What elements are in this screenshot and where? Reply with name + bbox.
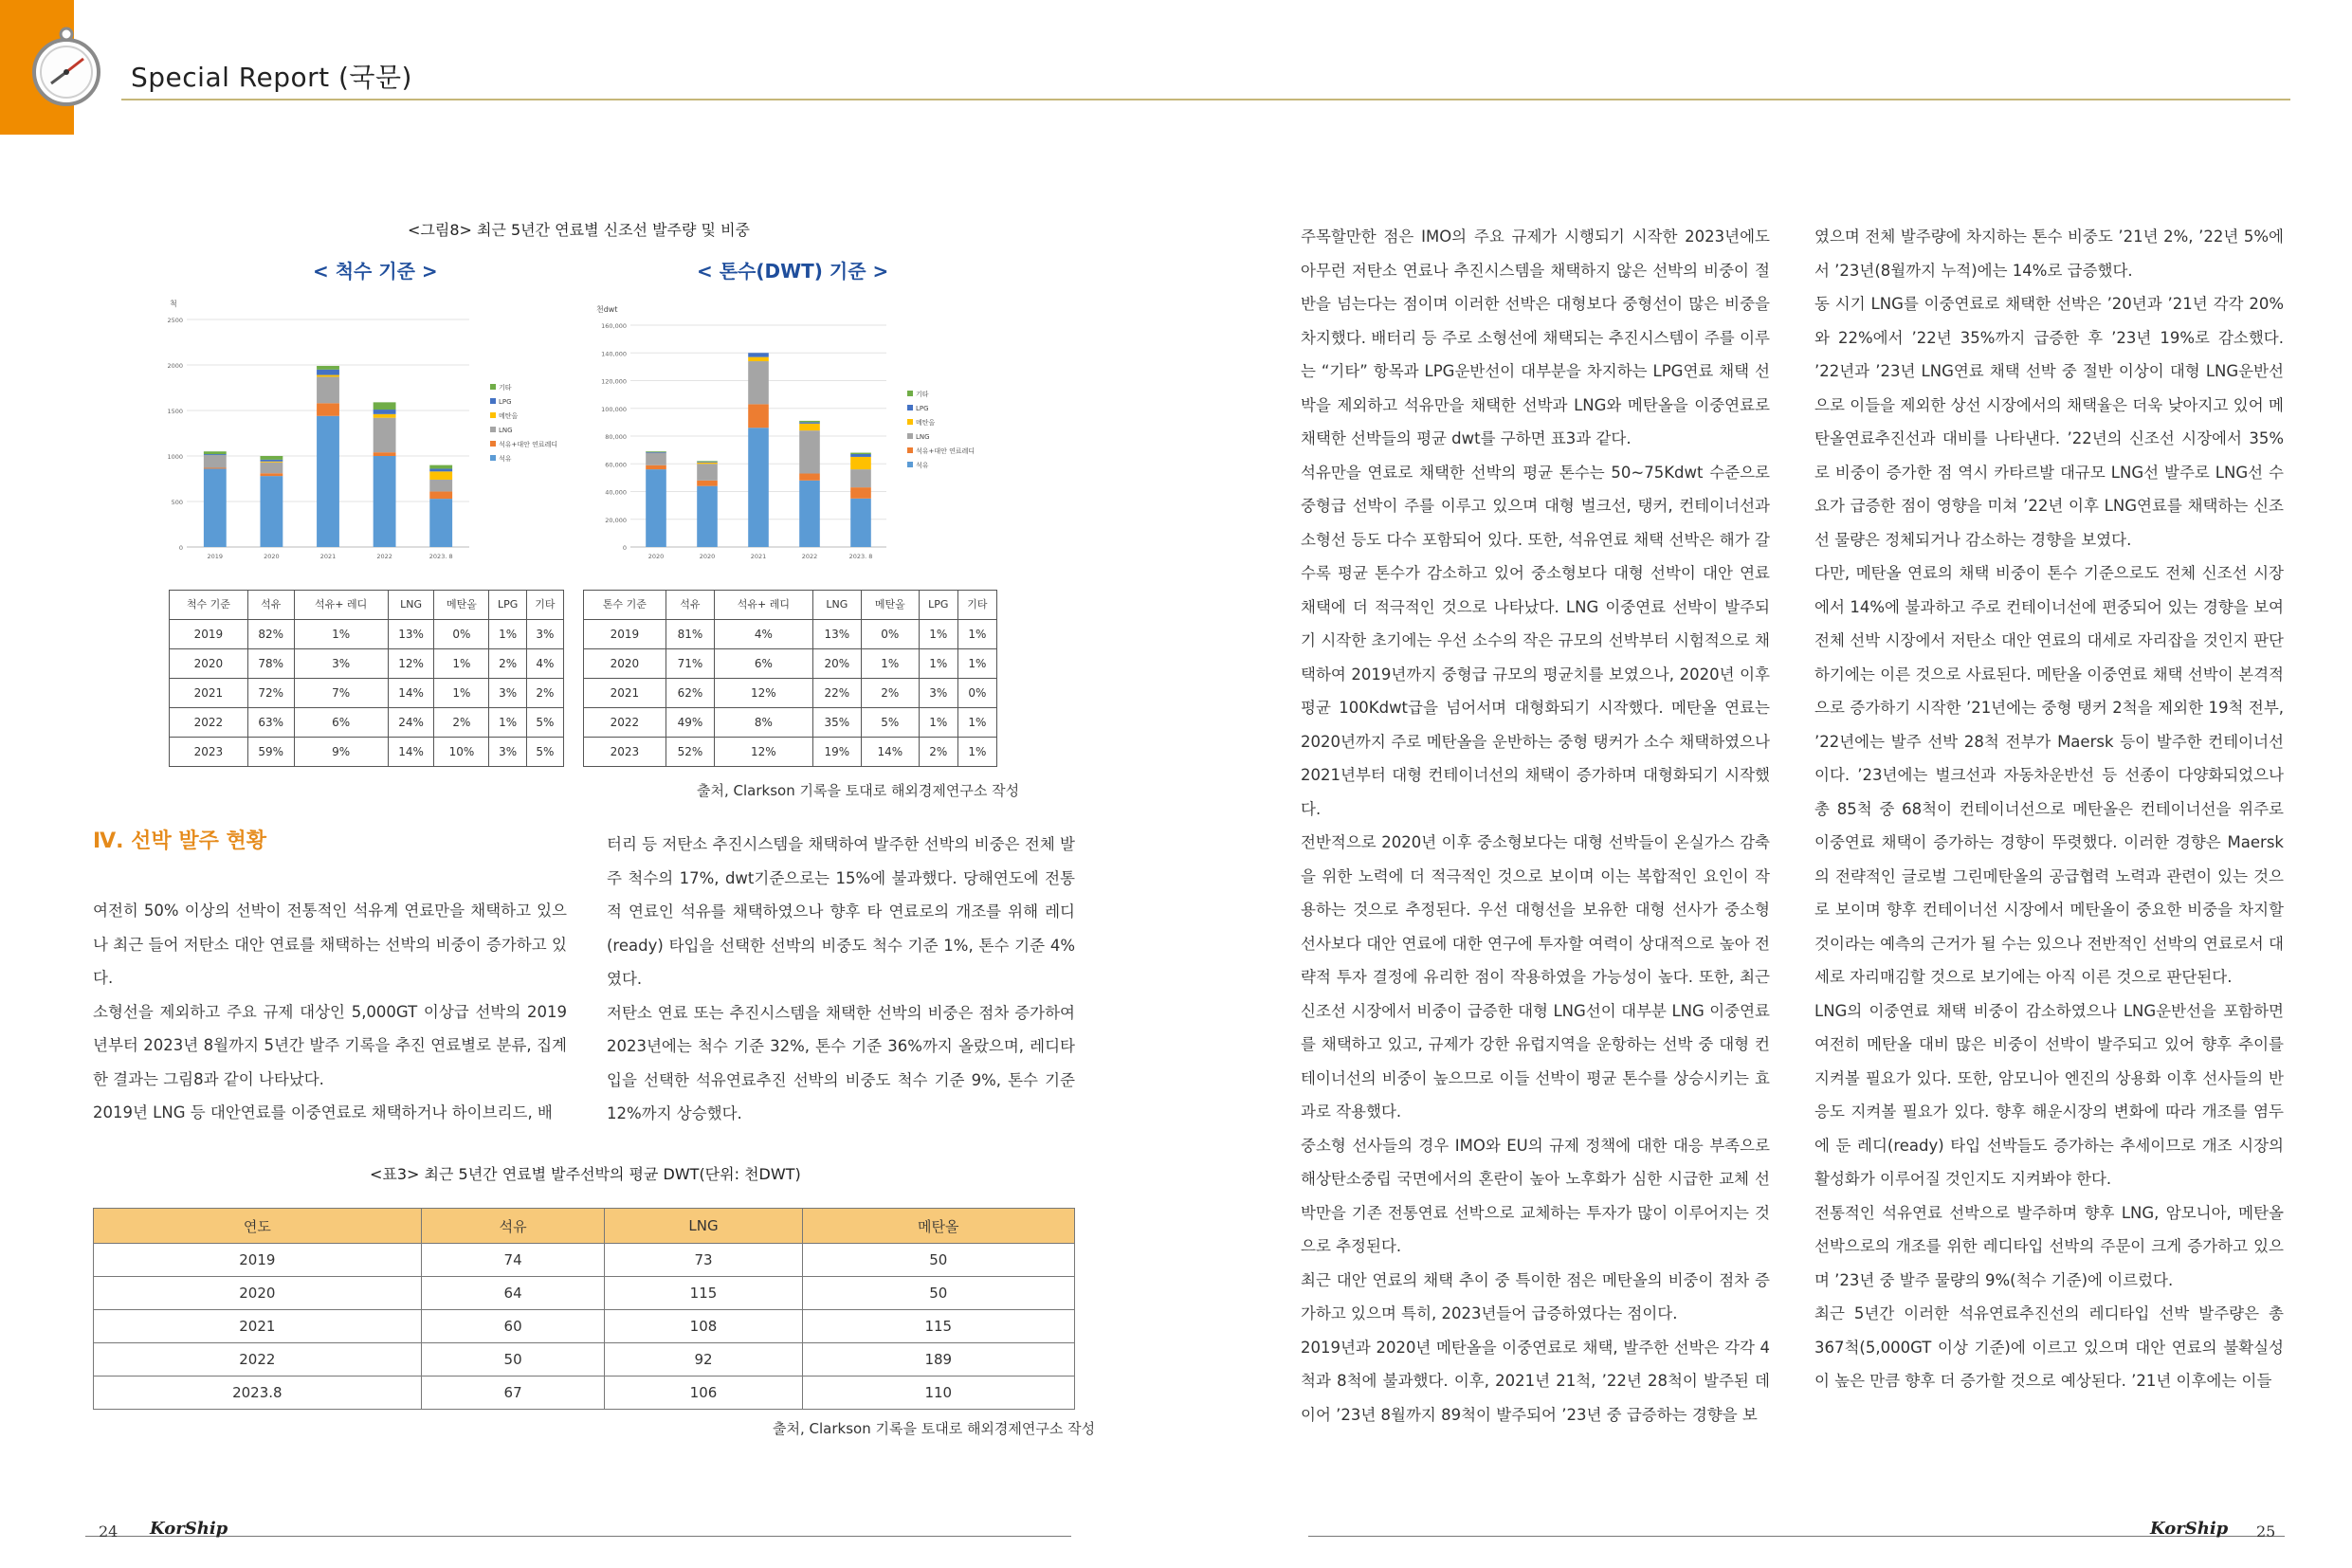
paragraph: 2019년 LNG 등 대안연료를 이중연료로 채택하거나 하이브리드, 배	[93, 1103, 553, 1121]
bar-segment	[429, 499, 452, 547]
paragraph: 전통적인 석유연료 선박으로 발주하며 향후 LNG, 암모니아, 메탄올 선박으로의 개조를 위한 레디타입 선박의 주문이 크게 증가하고 있으며 ’23년 중 발주 물량의 9%(척수 기준)에 이르렀다.	[1814, 1203, 2284, 1289]
table-cell: 2020	[584, 649, 666, 679]
table-cell: 1%	[489, 620, 526, 649]
bar-segment	[799, 421, 820, 422]
fuel-order-charts	[166, 289, 1019, 574]
bar-segment	[260, 476, 283, 547]
x-tick-label: 2020	[264, 553, 280, 560]
table-cell: 14%	[388, 738, 434, 767]
table-cell: 2022	[584, 708, 666, 738]
table-header-cell: 기타	[526, 591, 563, 620]
x-tick-label: 2022	[376, 553, 392, 560]
table-cell: 1%	[957, 738, 996, 767]
table-cell: 1%	[861, 649, 919, 679]
y-tick-label: 1500	[167, 408, 183, 415]
table-header-cell: 메탄올	[861, 591, 919, 620]
table-cell: 9%	[294, 738, 388, 767]
bar-segment	[850, 457, 871, 469]
y-tick-label: 160,000	[601, 322, 627, 330]
bar-segment	[748, 353, 769, 356]
table-cell: 10%	[434, 738, 489, 767]
bar-segment	[646, 452, 666, 453]
bar-segment	[374, 402, 396, 410]
table-cell: 52%	[665, 738, 714, 767]
table-cell: 2%	[861, 679, 919, 708]
table-header-row	[584, 591, 997, 620]
table-cell: 2019	[170, 620, 248, 649]
table-cell: 13%	[812, 620, 861, 649]
table-header-cell: LNG	[388, 591, 434, 620]
legend-label: 메탄올	[499, 412, 519, 420]
bar-segment	[646, 453, 666, 465]
table-row	[584, 679, 997, 708]
bar-segment	[374, 414, 396, 418]
table-row	[94, 1343, 1075, 1377]
table-cell: 12%	[714, 738, 812, 767]
bar-segment	[697, 464, 718, 481]
chart-subtitle-count: < 척수 기준 >	[313, 260, 438, 283]
table-header-cell: LPG	[919, 591, 957, 620]
table-row	[170, 708, 564, 738]
bar-segment	[429, 491, 452, 499]
table-cell: 2%	[434, 708, 489, 738]
bar-segment	[204, 467, 227, 468]
y-tick-label: 2000	[167, 362, 183, 370]
bar-segment	[850, 487, 871, 499]
bar-segment	[850, 453, 871, 454]
bar-segment	[260, 463, 283, 474]
x-tick-label: 2021	[750, 553, 767, 560]
bar-segment	[697, 461, 718, 462]
table-header-cell: 척수 기준	[170, 591, 248, 620]
y-tick-label: 60,000	[605, 461, 627, 469]
table-row	[584, 738, 997, 767]
paragraph: 터리 등 저탄소 추진시스템을 채택하여 발주한 선박의 비중은 전체 발주 척수의 17%, dwt기준으로는 15%에 불과했다. 당해연도에 전통적 연료인 석유를 채택하였으나 향후 타 연료로의 개조를 위해 레디(ready) 타입을 선택한 선박의 비중도 척수 기준 1%, 톤수 기준 4%였다.	[607, 835, 1075, 988]
x-tick-label: 2020	[647, 553, 665, 560]
korship-logo-left: KorShip	[150, 1519, 228, 1539]
x-tick-label: 2023. 8	[428, 553, 453, 560]
legend-label: 석유	[499, 455, 512, 463]
table-cell: 189	[802, 1343, 1074, 1377]
table-cell: 5%	[526, 708, 563, 738]
table-cell: 115	[802, 1310, 1074, 1343]
table-header-cell: 석유	[665, 591, 714, 620]
bar-segment	[204, 455, 227, 467]
bar-segment	[317, 366, 339, 370]
bar-segment	[429, 480, 452, 491]
table-cell: 5%	[861, 708, 919, 738]
table-header-cell: 연도	[94, 1209, 422, 1244]
table-cell: 50	[421, 1343, 605, 1377]
bar-segment	[204, 451, 227, 454]
bar-segment	[748, 357, 769, 361]
x-tick-label: 2023. 8	[848, 553, 873, 560]
text-column-4	[1814, 220, 2284, 1398]
legend-label: LPG	[916, 405, 929, 412]
table-cell: 92	[605, 1343, 802, 1377]
table-cell: 59%	[247, 738, 294, 767]
table-cell: 1%	[294, 620, 388, 649]
y-tick-label: 40,000	[605, 488, 627, 497]
table-row	[170, 738, 564, 767]
bar-segment	[204, 454, 227, 455]
table-cell: 2023	[170, 738, 248, 767]
table-cell: 1%	[957, 708, 996, 738]
y-tick-label: 2500	[167, 317, 183, 324]
y-axis-title: 천dwt	[596, 305, 618, 314]
bar-segment	[317, 416, 339, 547]
figure-title: <그림8> 최근 5년간 연료별 신조선 발주량 및 비중	[408, 221, 750, 239]
paragraph: 동 시기 LNG를 이중연료로 채택한 선박은 ’20년과 ’21년 각각 20%와 22%에서 ’22년 35%까지 급증한 후 ’23년 19%로 감소했다. ’22년과 ’23년 LNG연료 채택 선박 중 절반 이상이 대형 LNG운반선으로 이들을 제외한 상선 시장에서의 채택율은 더욱 낮아지고 있어 메탄올연료추진선과 대비를 나타낸다. ’22년의 신조선 시장에서 35%로 비중이 증가한 점 역시 카타르발 대규모 LNG선 발주로 LNG선 수요가 급증한 점이 영향을 미쳐 ’22년 이후 LNG연료를 채택하는 신조선 물량은 정체되거나 감소하는 경향을 보였다.	[1814, 295, 2284, 549]
table-row	[94, 1377, 1075, 1410]
table-cell: 63%	[247, 708, 294, 738]
table-row	[170, 679, 564, 708]
table-cell: 5%	[526, 738, 563, 767]
table-header-cell: 메탄올	[802, 1209, 1074, 1244]
table-source: 출처, Clarkson 기록을 토대로 해외경제연구소 작성	[773, 1420, 1096, 1437]
legend-label: 석유+대안 연료레디	[916, 447, 975, 455]
bar-segment	[748, 428, 769, 547]
bar-segment	[850, 499, 871, 547]
table-cell: 14%	[388, 679, 434, 708]
paragraph: 였으며 전체 발주량에 차지하는 톤수 비중도 ’21년 2%, ’22년 5%에서 ’23년(8월까지 누적)에는 14%로 급증했다.	[1814, 228, 2284, 280]
bar-segment	[260, 456, 283, 460]
legend-swatch	[490, 384, 496, 390]
bar-segment	[850, 469, 871, 487]
legend-label: LNG	[499, 427, 513, 434]
y-tick-label: 80,000	[605, 433, 627, 441]
legend-swatch	[907, 447, 913, 453]
bar-segment	[374, 456, 396, 547]
bar-segment	[748, 404, 769, 428]
table-cell: 2019	[584, 620, 666, 649]
table-row	[170, 620, 564, 649]
table3-title: <표3> 최근 5년간 연료별 발주선박의 평균 DWT(단위: 천DWT)	[370, 1165, 801, 1183]
table-cell: 20%	[812, 649, 861, 679]
table-cell: 12%	[388, 649, 434, 679]
paragraph: 최근 5년간 이러한 석유연료추진선의 레디타입 선박 발주량은 총 367척(5,000GT 이상 기준)에 이르고 있으며 대안 연료의 불확실성이 높은 만큼 향후 더 증가할 것으로 예상된다. ’21년 이후에는 이들	[1814, 1304, 2284, 1390]
paragraph: 저탄소 연료 또는 추진시스템을 채택한 선박의 비중은 점차 증가하여 2023년에는 척수 기준 32%, 톤수 기준 36%까지 올랐으며, 레디타입을 선택한 석유연료추진 선박의 비중도 척수 기준 9%, 톤수 기준 12%까지 상승했다.	[607, 1003, 1075, 1122]
bar-segment	[317, 403, 339, 415]
bar-segment	[317, 375, 339, 377]
bar-segment	[697, 481, 718, 486]
bar-segment	[374, 452, 396, 456]
table-header-cell: 석유	[421, 1209, 605, 1244]
table-cell: 2021	[170, 679, 248, 708]
bar-segment	[317, 376, 339, 403]
legend-label: 메탄올	[916, 419, 936, 427]
legend-swatch	[490, 455, 496, 461]
bar-segment	[748, 361, 769, 404]
x-tick-label: 2022	[801, 553, 818, 560]
page-number-left: 24	[99, 1522, 119, 1541]
table-cell: 1%	[489, 708, 526, 738]
table-cell: 3%	[526, 620, 563, 649]
table-cell: 49%	[665, 708, 714, 738]
page-header-title: Special Report (국문)	[131, 62, 412, 93]
text-column-3	[1301, 220, 1770, 1431]
table-header-cell: LPG	[489, 591, 526, 620]
table-row	[94, 1277, 1075, 1310]
bar-segment	[374, 418, 396, 452]
table-cell: 4%	[526, 649, 563, 679]
paragraph: 석유만을 연료로 채택한 선박의 평균 톤수는 50~75Kdwt 수준으로 중형급 선박이 주를 이루고 있으며 대형 벌크선, 탱커, 컨테이너선과 소형선 등도 다수 포함되어 있다. 또한, 석유연료 채택 선박은 해가 갈수록 평균 톤수가 감소하고 있어 중소형보다 대형 선박이 대안 연료 채택에 더 적극적인 것으로 나타났다. LNG 이중연료 선박이 발주되기 시작한 초기에는 우선 소수의 작은 규모의 선박부터 시험적으로 채택하여 2019년까지 중형급 규모의 평균치를 보였으나, 2020년 이후 평균 100Kdwt급을 넘어서며 대형화되기 시작했다. 메탄올 연료는 2020년까지 주로 메탄올을 운반하는 중형 탱커가 소수 채택하였으나 2021년부터 대형 컨테이너선의 채택이 증가하며 대형화되기 시작했다.	[1301, 463, 1770, 818]
table-cell: 2021	[584, 679, 666, 708]
table-cell: 2%	[489, 649, 526, 679]
bar-segment	[799, 422, 820, 423]
bar-segment	[204, 468, 227, 547]
table-cell: 24%	[388, 708, 434, 738]
table-cell: 0%	[861, 620, 919, 649]
table-cell: 6%	[294, 708, 388, 738]
table-cell: 0%	[957, 679, 996, 708]
table-cell: 64	[421, 1277, 605, 1310]
paragraph: 소형선을 제외하고 주요 규제 대상인 5,000GT 이상급 선박의 2019년부터 2023년 8월까지 5년간 발주 기록을 추진 연료별로 분류, 집계한 결과는 그림8과 같이 나타났다.	[93, 1002, 567, 1088]
y-tick-label: 0	[622, 544, 627, 552]
table-header-cell: 메탄올	[434, 591, 489, 620]
table-cell: 72%	[247, 679, 294, 708]
avg-dwt-table	[93, 1208, 1075, 1410]
legend-label: LPG	[499, 398, 512, 406]
table-cell: 35%	[812, 708, 861, 738]
table-cell: 2022	[94, 1343, 422, 1377]
table-cell: 110	[802, 1377, 1074, 1410]
paragraph: 여전히 50% 이상의 선박이 전통적인 석유계 연료만을 채택하고 있으나 최근 들어 저탄소 대안 연료를 채택하는 선박의 비중이 증가하고 있다.	[93, 902, 567, 987]
x-tick-label: 2020	[699, 553, 716, 560]
table-row	[584, 649, 997, 679]
table-cell: 1%	[919, 708, 957, 738]
table-cell: 22%	[812, 679, 861, 708]
table-cell: 1%	[957, 649, 996, 679]
legend-swatch	[907, 391, 913, 396]
table-cell: 108	[605, 1310, 802, 1343]
bar-segment	[799, 430, 820, 473]
table-cell: 71%	[665, 649, 714, 679]
header-divider	[121, 99, 2290, 100]
bar-segment	[850, 454, 871, 457]
y-tick-label: 120,000	[601, 377, 627, 386]
y-tick-label: 20,000	[605, 516, 627, 524]
table-cell: 2019	[94, 1244, 422, 1277]
table-header-cell: 석유+ 레디	[714, 591, 812, 620]
table-cell: 67	[421, 1377, 605, 1410]
y-tick-label: 500	[171, 499, 183, 506]
table-cell: 2020	[94, 1277, 422, 1310]
table-cell: 3%	[919, 679, 957, 708]
bar-segment	[697, 463, 718, 464]
bar-segment	[646, 465, 666, 469]
table-row	[584, 620, 997, 649]
bar-segment	[799, 424, 820, 430]
bar-segment	[374, 410, 396, 414]
table-cell: 81%	[665, 620, 714, 649]
bar-segment	[646, 469, 666, 547]
legend-label: 석유+대안 연료레디	[499, 441, 558, 448]
share-table-count	[169, 590, 564, 767]
paragraph: 2019년과 2020년 메탄올을 이중연료로 채택, 발주한 선박은 각각 4척과 8척에 불과했다. 이후, 2021년 21척, ’22년 28척이 발주된 데 이어 ’23년 8월까지 89척이 발주되어 ’23년 중 급증하는 경향을 보	[1301, 1338, 1770, 1424]
table-cell: 3%	[489, 679, 526, 708]
bar-segment	[317, 370, 339, 375]
page-number-right: 25	[2256, 1522, 2276, 1541]
table-header-row	[170, 591, 564, 620]
table-header-cell: 석유	[247, 591, 294, 620]
y-axis-title: 척	[170, 300, 177, 308]
bar-segment	[799, 481, 820, 547]
table-cell: 6%	[714, 649, 812, 679]
legend-swatch	[907, 433, 913, 439]
table-header-cell: LNG	[605, 1209, 802, 1244]
table-cell: 8%	[714, 708, 812, 738]
section-title: Ⅳ. 선박 발주 현황	[93, 830, 267, 853]
compass-icon	[21, 21, 112, 112]
paragraph: LNG의 이중연료 채택 비중이 감소하였으나 LNG운반선을 포함하면 여전히 메탄올 대비 많은 비중이 선박이 발주되고 있어 향후 추이를 지켜볼 필요가 있다. 또한, 암모니아 엔진의 상용화 이후 선사들의 반응도 지켜볼 필요가 있다. 향후 해운시장의 변화에 따라 개조를 염두에 둔 레디(ready) 타입 선박들도 증가하는 추세이므로 개조 시장의 활성화가 이루어질 것인지도 지켜봐야 한다.	[1814, 1001, 2284, 1188]
table-cell: 2020	[170, 649, 248, 679]
x-tick-label: 2019	[207, 553, 224, 560]
footer-rule-left	[85, 1536, 1071, 1537]
footer-rule-right	[1308, 1536, 2285, 1537]
legend-swatch	[490, 412, 496, 418]
y-tick-label: 100,000	[601, 405, 627, 413]
table-cell: 50	[802, 1244, 1074, 1277]
paragraph: 다만, 메탄올 연료의 채택 비중이 톤수 기준으로도 전체 신조선 시장에서 14%에 불과하고 주로 컨테이너선에 편중되어 있는 경향을 보여 전체 선박 시장에서 저탄소 대안 연료의 대세로 자리잡을 것인지 판단하기에는 이른 것으로 사료된다. 메탄올 이중연료 채택 선박이 본격적으로 증가하기 시작한 ’21년에는 중형 탱커 2척을 제외한 19척 전부, ’22년에는 발주 선박 28척 전부가 Maersk 등이 발주한 컨테이너선이다. ’23년에는 벌크선과 자동차운반선 등 선종이 다양화되었으나 총 85척 중 68척이 컨테이너선으로 메탄올은 컨테이너선을 위주로 이중연료 채택이 증가하는 경향이 뚜렷했다. 이러한 경향은 Maersk의 전략적인 글로벌 그린메탄올의 공급협력 노력과 관련이 있는 것으로 보이며 향후 컨테이너선 시장에서 메탄올이 중요한 비중을 차지할 것이라는 예측의 근거가 될 수는 있으나 전반적인 선박의 연료로서 대세로 자리매김할 것으로 보기에는 아직 이른 것으로 판단된다.	[1814, 564, 2284, 986]
table-header-row	[94, 1209, 1075, 1244]
legend-label: 기타	[916, 391, 929, 398]
table-cell: 2%	[526, 679, 563, 708]
y-tick-label: 0	[178, 544, 183, 552]
table-cell: 3%	[294, 649, 388, 679]
table-cell: 14%	[861, 738, 919, 767]
table-cell: 1%	[957, 620, 996, 649]
text-column-1	[93, 894, 567, 1130]
table-cell: 2023	[584, 738, 666, 767]
table-cell: 12%	[714, 679, 812, 708]
table-cell: 1%	[919, 620, 957, 649]
table-cell: 50	[802, 1277, 1074, 1310]
table-cell: 106	[605, 1377, 802, 1410]
paragraph: 주목할만한 점은 IMO의 주요 규제가 시행되기 시작한 2023년에도 아무런 저탄소 연료나 추진시스템을 채택하지 않은 선박의 비중이 절반을 넘는다는 점이며 이러한 선박은 대형보다 중형선이 많은 비중을 차지했다. 배터리 등 주로 소형선에 채택되는 추진시스템이 주를 이루는 “기타” 항목과 LPG운반선이 대부분을 차지하는 LPG연료 채택 선박을 제외하고 석유만을 채택한 선박과 LNG와 메탄올을 이중연료로 채택한 선박들의 평균 dwt를 구하면 표3과 같다.	[1301, 228, 1770, 447]
table-cell: 115	[605, 1277, 802, 1310]
bar-segment	[697, 486, 718, 547]
paragraph: 중소형 선사들의 경우 IMO와 EU의 규제 정책에 대한 대응 부족으로 해상탄소중립 국면에서의 혼란이 높아 노후화가 심한 시급한 교체 선박만을 기존 전통연료 선박으로 교체하는 투자가 많이 이루어지는 것으로 추정된다.	[1301, 1136, 1770, 1255]
bar-segment	[429, 468, 452, 471]
y-tick-label: 140,000	[601, 350, 627, 358]
table-cell: 60	[421, 1310, 605, 1343]
table-cell: 78%	[247, 649, 294, 679]
text-column-2	[607, 828, 1075, 1131]
table-cell: 0%	[434, 620, 489, 649]
table-header-cell: 석유+ 레디	[294, 591, 388, 620]
table-header-cell: LNG	[812, 591, 861, 620]
table-cell: 3%	[489, 738, 526, 767]
table-cell: 7%	[294, 679, 388, 708]
x-tick-label: 2021	[319, 553, 337, 560]
legend-swatch	[490, 427, 496, 432]
y-tick-label: 1000	[167, 453, 183, 461]
paragraph: 최근 대안 연료의 채택 추이 중 특이한 점은 메탄올의 비중이 점차 증가하고 있으며 특히, 2023년들어 급증하였다는 점이다.	[1301, 1270, 1770, 1322]
table-row	[94, 1244, 1075, 1277]
figure-source: 출처, Clarkson 기록을 토대로 해외경제연구소 작성	[697, 782, 1020, 799]
table-row	[584, 708, 997, 738]
legend-label: 석유	[916, 462, 929, 469]
legend-label: 기타	[499, 384, 512, 392]
korship-logo-right: KorShip	[2150, 1519, 2229, 1539]
legend-swatch	[490, 441, 496, 447]
table-cell: 13%	[388, 620, 434, 649]
paragraph: 전반적으로 2020년 이후 중소형보다는 대형 선박들이 온실가스 감축을 위한 노력에 더 적극적인 것으로 보이며 이는 복합적인 요인이 작용하는 것으로 추정된다. 우선 대형선을 보유한 대형 선사가 중소형 선사보다 대안 연료에 대한 연구에 투자할 여력이 상대적으로 높아 전략적 투자 결정에 유리한 점이 작용하였을 가능성이 높다. 또한, 최근 신조선 시장에서 비중이 급증한 대형 LNG선이 대부분 LNG 이중연료를 채택하고 있고, 규제가 강한 유럽지역을 운항하는 선박 중 대형 컨테이너선의 비중이 높으므로 이들 선박이 평균 톤수를 상승시키는 효과로 작용했다.	[1301, 833, 1770, 1121]
bar-segment	[429, 465, 452, 469]
table-cell: 1%	[434, 679, 489, 708]
bar-segment	[260, 473, 283, 476]
table-cell: 2022	[170, 708, 248, 738]
bar-segment	[697, 462, 718, 463]
table-header-cell: 기타	[957, 591, 996, 620]
table-cell: 74	[421, 1244, 605, 1277]
table-cell: 2%	[919, 738, 957, 767]
table-cell: 2023.8	[94, 1377, 422, 1410]
bar-segment	[646, 451, 666, 452]
chart-subtitle-tonnage: < 톤수(DWT) 기준 >	[697, 260, 889, 283]
table-cell: 82%	[247, 620, 294, 649]
table-cell: 4%	[714, 620, 812, 649]
table-cell: 1%	[919, 649, 957, 679]
legend-swatch	[907, 419, 913, 425]
table-cell: 62%	[665, 679, 714, 708]
bar-segment	[260, 462, 283, 463]
table-cell: 73	[605, 1244, 802, 1277]
table-cell: 19%	[812, 738, 861, 767]
legend-swatch	[907, 462, 913, 467]
legend-swatch	[907, 405, 913, 410]
legend-swatch	[490, 398, 496, 404]
table-cell: 1%	[434, 649, 489, 679]
share-table-tonnage	[583, 590, 997, 767]
bar-segment	[429, 471, 452, 480]
bar-segment	[260, 460, 283, 462]
bar-segment	[799, 473, 820, 480]
table-row	[170, 649, 564, 679]
table-row	[94, 1310, 1075, 1343]
table-header-cell: 톤수 기준	[584, 591, 666, 620]
table-cell: 2021	[94, 1310, 422, 1343]
legend-label: LNG	[916, 433, 930, 441]
